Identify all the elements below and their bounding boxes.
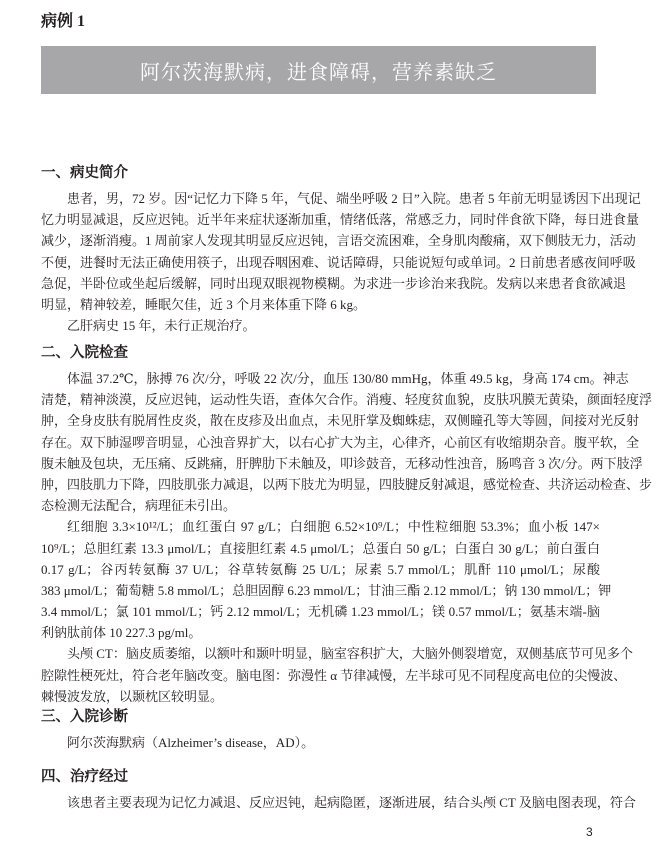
paragraph xyxy=(41,516,612,643)
text-line: 该患者主要表现为记忆力减退、反应迟钝，起病隐匿，逐渐进展，结合头颅 CT 及脑电图表现，符合 xyxy=(67,795,636,810)
text-line: 棘慢波发放，以颞枕区较明显。 xyxy=(41,688,224,704)
text-line: 急促，半卧位或坐起后缓解，同时出现双眼视物模糊。为求进一步诊治来我院。发病以来患者食欲减退 xyxy=(41,275,627,291)
title-banner xyxy=(41,46,596,94)
section-history xyxy=(41,163,641,336)
section-heading: 四、治疗经过 xyxy=(41,769,128,785)
text-line: 腹未触及包块，无压痛、反跳痛，肝脾肋下未触及，叩诊鼓音，无移动性浊音，肠鸣音 3 次/分。两下肢浮 xyxy=(41,455,643,471)
text-line: 0.17 g/L；谷丙转氨酶 37 U/L；谷草转氨酶 25 U/L；尿素 5.7 mmol/L；肌酐 110 μmol/L；尿酸 xyxy=(41,561,600,577)
paragraph xyxy=(41,643,633,707)
text-line: 肿，四肢肌力下降，四肢肌张力减退，以两下肢尤为明显，四肢腱反射减退，感觉检查、共济运动检查、步 xyxy=(41,476,653,492)
text-line: 3.4 mmol/L；氯 101 mmol/L；钙 2.12 mmol/L；无机磷 1.23 mmol/L；镁 0.57 mmol/L；氨基末端-脑 xyxy=(41,604,600,620)
case-title: 阿尔茨海默病，进食障碍，营养素缺乏 xyxy=(140,59,497,84)
text-line: 肿，全身皮肤有脱屑性皮炎，散在皮疹及出血点，未见肝掌及蜘蛛痣，双侧瞳孔等大等圆，间接对光反射 xyxy=(41,413,640,429)
section-heading: 三、入院诊断 xyxy=(41,709,128,725)
text-line: 减少，逐渐消瘦。1 周前家人发现其明显反应迟钝，言语交流困难，全身肌肉酸痛，双下侧肢无力，活动 xyxy=(41,233,636,249)
text-line: 腔隙性梗死灶，符合老年脑改变。脑电图：弥漫性 α 节律减慢，左半球可见不同程度高电位的尖慢波、 xyxy=(41,667,627,683)
text-line: 忆力明显减退，反应迟钝。近半年来症状逐渐加重，情绪低落，常感乏力，同时伴食欲下降，每日进食量 xyxy=(41,212,640,228)
section-treatment xyxy=(41,767,636,813)
text-line: 红细胞 3.3×10¹²/L；血红蛋白 97 g/L；白细胞 6.52×10⁹/L；中性粒细胞 53.3%；血小板 147× xyxy=(67,519,600,535)
text-line: 头颅 CT：脑皮质萎缩，以额叶和颞叶明显，脑室容积扩大，大脑外侧裂增宽，双侧基底节可见多个 xyxy=(67,646,633,662)
text-line: 患者，男，72 岁。因“记忆力下降 5 年，气促、端坐呼吸 2 日”入院。患者 5 年前无明显诱因下出现记 xyxy=(67,191,641,206)
text-line: 体温 37.2℃，脉搏 76 次/分，呼吸 22 次/分，血压 130/80 mmHg，体重 49.5 kg，身高 174 cm。神志 xyxy=(67,371,629,386)
section-diagnosis xyxy=(41,707,600,753)
text-line: 10⁹/L；总胆红素 13.3 μmol/L；直接胆红素 4.5 μmol/L；总蛋白 50 g/L；白蛋白 30 g/L；前白蛋白 xyxy=(41,540,600,556)
text-line: 383 μmol/L；葡萄糖 5.8 mmol/L；总胆固醇 6.23 mmol/L；甘油三酯 2.12 mmol/L；钠 130 mmol/L；钾 xyxy=(41,582,612,598)
paragraph xyxy=(41,368,653,516)
paragraph xyxy=(41,732,600,753)
text-line: 阿尔茨海默病（Alzheimer’s disease，AD）。 xyxy=(67,735,315,750)
text-line: 利钠肽前体 10 227.3 pg/ml。 xyxy=(41,625,202,641)
section-heading: 一、病史简介 xyxy=(41,165,128,181)
paragraph xyxy=(41,188,641,315)
paragraph xyxy=(41,315,600,336)
paragraph xyxy=(41,792,636,813)
page-number: 3 xyxy=(586,825,593,839)
text-line: 存在。双下肺湿啰音明显，心浊音界扩大，以右心扩大为主，心律齐，心前区有收缩期杂音。腹平软，全 xyxy=(41,434,640,450)
text-line: 明显，精神较差，睡眠欠佳，近 3 个月来体重下降 6 kg。 xyxy=(41,296,367,312)
text-line: 不便，进餐时无法正确使用筷子，出现吞咽困难、说话障碍，只能说短句或单词。2 日前患者感夜间呼吸 xyxy=(41,254,636,270)
text-line: 乙肝病史 15 年，未行正规治疗。 xyxy=(67,318,256,334)
section-admission-exam xyxy=(41,343,653,707)
text-line: 清楚，精神淡漠，反应迟钝，运动性失语，查体欠合作。消瘦、轻度贫血貌，皮肤巩膜无黄染，颜面轻度浮 xyxy=(41,392,653,408)
text-line: 态检测无法配合，病理征未引出。 xyxy=(41,498,237,514)
case-label: 病例 1 xyxy=(41,13,86,30)
section-heading: 二、入院检查 xyxy=(41,345,128,361)
